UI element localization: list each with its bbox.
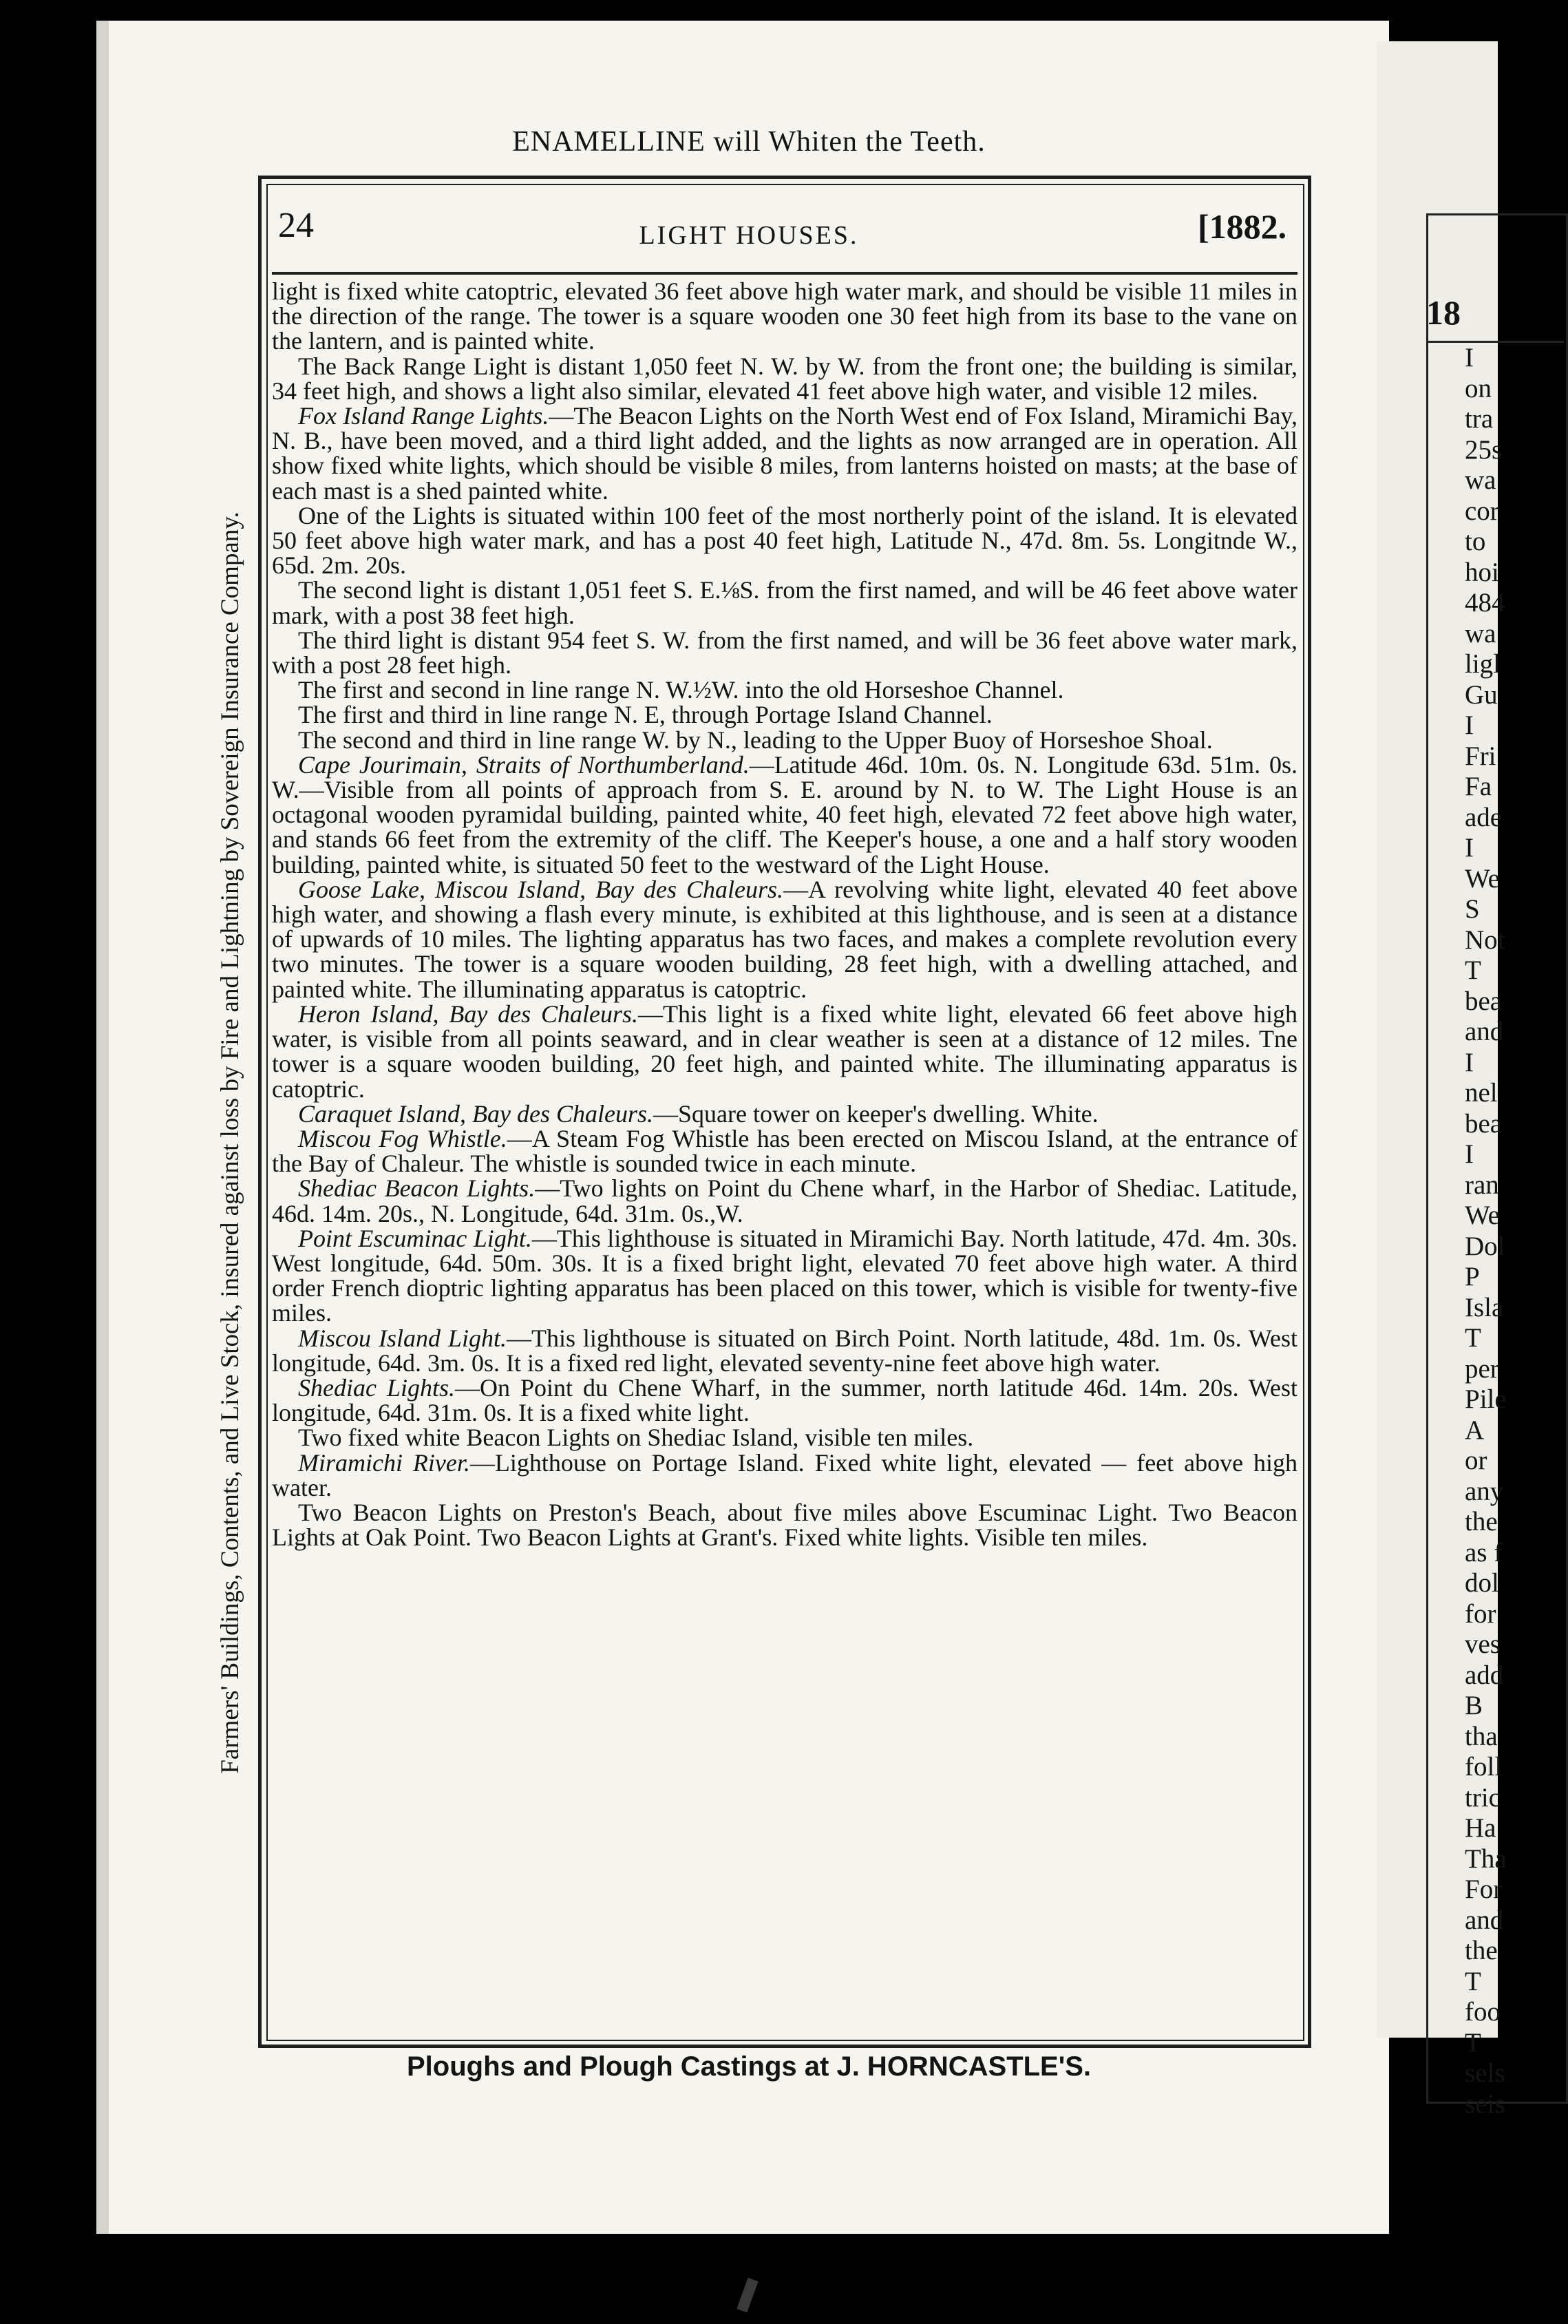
entry-text: The third light is distant 954 feet S. W. from the first named, and will be 36 feet above water mark, with a post 28 feet high. — [272, 626, 1297, 679]
entry-text: —A revolving white light, elevated 40 feet above high water, and showing a flash every minute, is exhibited at this lighthouse, and is seen at a distance of upwards of 10 miles. The lighting apparatus has two faces, and makes a complete revolution every two minutes. The tower is a square wooden building, 28 feet high, with a dwelling attached, and painted white. The illuminating apparatus is catoptric. — [272, 875, 1297, 1003]
adjacent-line-fragment: the — [1465, 1507, 1498, 1536]
entry-text: —This lighthouse is situated in Miramichi Bay. North latitude, 47d. 4m. 30s. West longitude, 64d. 50m. 30s. It is a fixed bright light, elevated 70 feet above high water. A third order French dioptric lighting apparatus has been placed on this tower, which is visible for twenty-five miles. — [272, 1224, 1298, 1327]
adjacent-line-fragment: T — [1465, 1323, 1481, 1353]
adjacent-line-fragment: P — [1465, 1262, 1480, 1291]
entry-text: The first and third in line range N. E, through Portage Island Channel. — [298, 701, 993, 729]
adjacent-line-fragment: Tha — [1465, 1844, 1507, 1874]
article-body — [272, 279, 1297, 1550]
adjacent-line-fragment: I — [1465, 710, 1474, 740]
entry-text: light is fixed white catoptric, elevated 36 feet above high water mark, and should be visible 11 miles in the direction of the range. The tower is a square wooden one 30 feet high from its base to the vane on the lantern, and is painted white. — [272, 277, 1297, 355]
adjacent-line-fragment: Dol — [1465, 1231, 1505, 1261]
adjacent-line-fragment: 25s — [1465, 434, 1503, 465]
article-paragraph — [272, 1002, 1297, 1101]
adjacent-line-fragment: bea — [1465, 986, 1503, 1016]
adjacent-line-fragment: seis — [1465, 2089, 1505, 2119]
adjacent-page-header: 18 — [1426, 293, 1461, 332]
adjacent-line-fragment: I — [1465, 343, 1474, 372]
adjacent-line-fragment: ves — [1465, 1629, 1501, 1659]
adjacent-line-fragment: sels — [1465, 2058, 1505, 2088]
article-paragraph — [272, 1126, 1297, 1176]
entry-text: —Square tower on keeper's dwelling. White. — [653, 1099, 1099, 1128]
adjacent-line-fragment: ran — [1465, 1170, 1499, 1200]
entry-text: The second light is distant 1,051 feet S. E.⅛S. from the first named, and will be 46 feet above water mark, with a post 38 feet high. — [272, 576, 1297, 629]
article-paragraph — [272, 1500, 1297, 1550]
adjacent-line-fragment: per — [1465, 1353, 1499, 1384]
article-paragraph — [272, 354, 1297, 403]
entry-text: —A Steam Fog Whistle has been erected on Miscou Island, at the entrance of the Bay of Chaleur. The whistle is sounded twice in each minute. — [272, 1124, 1297, 1178]
adjacent-line-fragment: cor — [1465, 496, 1499, 526]
bottom-running-advertisement: Ploughs and Plough Castings at J. HORNCASTLE'S. — [406, 2051, 1092, 2082]
binding-thread-mark — [737, 2278, 758, 2313]
year-label: [1882. — [1198, 207, 1287, 246]
article-paragraph — [272, 752, 1297, 877]
adjacent-line-fragment: or — [1465, 1446, 1487, 1475]
adjacent-line-fragment: Pile — [1465, 1384, 1507, 1414]
entry-text: —This lighthouse is situated on Birch Point. North latitude, 48d. 1m. 0s. West longitude, 64d. 3m. 0s. It is a fixed red light, elevated seventy-nine feet above high water. — [272, 1324, 1297, 1377]
adjacent-line-fragment: We — [1465, 1201, 1500, 1230]
adjacent-line-fragment: the — [1465, 1936, 1498, 1965]
entry-title: Goose Lake, Miscou Island, Bay des Chaleurs. — [298, 875, 784, 903]
entry-title: Shediac Lights. — [298, 1373, 455, 1402]
entry-text: —Two lights on Point du Chene wharf, in the Harbor of Shediac. Latitude, 46d. 14m. 20s., N. Longitude, 64d. 31m. 0s.,W. — [272, 1174, 1297, 1227]
adjacent-line-fragment: as f — [1465, 1537, 1503, 1567]
adjacent-line-fragment: T — [1465, 955, 1481, 985]
adjacent-line-fragment: foo — [1465, 1997, 1501, 2027]
article-paragraph — [272, 403, 1297, 503]
article-paragraph — [272, 1176, 1297, 1225]
adjacent-line-fragment: B — [1465, 1691, 1483, 1720]
article-paragraph — [272, 677, 1297, 702]
adjacent-page-rule — [1426, 341, 1564, 343]
adjacent-line-fragment: wa — [1465, 465, 1496, 495]
adjacent-line-fragment: tric — [1465, 1782, 1501, 1813]
entry-title: Shediac Beacon Lights. — [298, 1174, 536, 1203]
entry-title: Caraquet Island, Bay des Chaleurs. — [298, 1099, 653, 1128]
entry-title: Miscou Fog Whistle. — [298, 1124, 507, 1152]
adjacent-line-fragment: I — [1465, 1139, 1474, 1169]
entry-text: Two fixed white Beacon Lights on Shediac Island, visible ten miles. — [298, 1424, 974, 1452]
article-paragraph — [272, 1326, 1297, 1375]
adjacent-line-fragment: add — [1465, 1660, 1504, 1690]
article-paragraph — [272, 877, 1297, 1002]
entry-text: —On Point du Chene Wharf, in the summer, north latitude 46d. 14m. 20s. West longitude, 64d. 31m. 0s. It is a fixed white light. — [272, 1373, 1297, 1427]
article-paragraph — [272, 628, 1297, 677]
entry-title: Miscou Island Light. — [298, 1324, 507, 1352]
article-paragraph — [272, 503, 1297, 578]
article-paragraph — [272, 728, 1297, 752]
section-title: LIGHT HOUSES. — [639, 221, 859, 250]
adjacent-line-fragment: Isla — [1465, 1292, 1504, 1322]
adjacent-line-fragment: Fri — [1465, 741, 1496, 771]
adjacent-line-fragment: foll — [1465, 1752, 1503, 1782]
adjacent-line-fragment: I — [1465, 833, 1474, 863]
adjacent-line-fragment: bea — [1465, 1108, 1503, 1139]
entry-text: One of the Lights is situated within 100 feet of the most northerly point of the island. It is elevated 50 feet above high water mark, and has a post 40 feet high, Latitude N., 47d. 8m. 5s. Longitnde W., 65d. 2m. 20s. — [272, 501, 1297, 580]
adjacent-line-fragment: ade — [1465, 802, 1503, 832]
adjacent-line-fragment: Gu — [1465, 679, 1498, 710]
adjacent-line-fragment: T — [1465, 1966, 1481, 1996]
adjacent-line-fragment: T — [1465, 2027, 1481, 2058]
article-paragraph — [272, 1425, 1297, 1450]
article-paragraph — [272, 279, 1297, 354]
entry-title: Fox Island Range Lights. — [298, 402, 549, 430]
adjacent-line-fragment: Ha — [1465, 1813, 1496, 1843]
adjacent-line-fragment: A — [1465, 1415, 1485, 1445]
entry-title: Heron Island, Bay des Chaleurs. — [298, 1000, 638, 1028]
adjacent-line-fragment: I — [1465, 1047, 1474, 1077]
entry-text: —The Beacon Lights on the North West end of Fox Island, Miramichi Bay, N. B., have been moved, and a third light added, and the lights as now arranged are in operation. All show fixed white lights, which should be visible 8 miles, from lanterns hoisted on masts; at the base of each mast is a shed painted white. — [272, 402, 1297, 505]
adjacent-line-fragment: Fa — [1465, 772, 1492, 801]
entry-text: The first and second in line range N. W.½W. into the old Horseshoe Channel. — [298, 676, 1064, 704]
entry-text: —This light is a fixed white light, elevated 66 feet above high water, is visible from all points seaward, and in clear weather is seen at a distance of 12 miles. Tne tower is a square wooden building, 20 feet high, and painted white. The illuminating apparatus is catoptric. — [272, 1000, 1297, 1103]
adjacent-line-fragment: Not — [1465, 925, 1505, 955]
adjacent-line-fragment: tra — [1465, 404, 1494, 434]
adjacent-line-fragment: to — [1465, 527, 1486, 556]
adjacent-line-fragment: tha — [1465, 1721, 1498, 1751]
top-running-advertisement: ENAMELLINE will Whiten the Teeth. — [512, 126, 986, 158]
article-paragraph — [272, 1226, 1297, 1326]
adjacent-line-fragment: and — [1465, 1017, 1504, 1046]
adjacent-line-fragment: 484 — [1465, 588, 1505, 617]
adjacent-line-fragment: We — [1465, 863, 1500, 894]
adjacent-line-fragment: nel — [1465, 1078, 1498, 1108]
article-paragraph — [272, 702, 1297, 727]
entry-text: Two Beacon Lights on Preston's Beach, about five miles above Escuminac Light. Two Beacon Lights at Oak Point. Two Beacon Lights at Grant's. Fixed white lights. Visible ten miles. — [272, 1498, 1297, 1552]
article-paragraph — [272, 1101, 1297, 1126]
article-paragraph — [272, 578, 1297, 627]
entry-title: Cape Jourimain, Straits of Northumberland. — [298, 750, 750, 779]
entry-text: —Latitude 46d. 10m. 0s. N. Longitude 63d. 51m. 0s. W.—Visible from all points of approach from S. E. around by N. to W. The Light House is an octagonal wooden pyramidal building, painted white, 40 feet high, elevated 72 feet above high water, and stands 66 feet from the extremity of the cliff. The Keeper's house, a one and a half story wooden building, painted white, is situated 50 feet to the westward of the Light House. — [272, 750, 1297, 878]
side-running-advertisement: Farmers' Buildings, Contents, and Live Stock, insured against loss by Fire and Lightning by Sovereign Insurance Company. — [216, 511, 244, 1774]
entry-text: —Lighthouse on Portage Island. Fixed white light, elevated — feet above high water. — [272, 1448, 1297, 1501]
adjacent-line-fragment: ligl — [1465, 649, 1501, 679]
adjacent-line-fragment: for — [1465, 1598, 1496, 1629]
adjacent-line-fragment: S — [1465, 894, 1480, 924]
entry-text: The Back Range Light is distant 1,050 feet N. W. by W. from the front one; the building is similar, 34 feet high, and shows a light also similar, elevated 41 feet above high water, and visible 12 miles. — [272, 352, 1297, 405]
adjacent-line-fragment: wa — [1465, 618, 1496, 648]
adjacent-line-fragment: and — [1465, 1905, 1504, 1935]
adjacent-line-fragment: on — [1465, 373, 1492, 403]
adjacent-line-fragment: dol — [1465, 1568, 1499, 1598]
header-rule — [272, 272, 1297, 275]
page-number: 24 — [278, 206, 314, 245]
adjacent-line-fragment: any — [1465, 1476, 1504, 1506]
entry-text: The second and third in line range W. by N., leading to the Upper Buoy of Horseshoe Shoal. — [298, 726, 1213, 754]
entry-title: Miramichi River. — [298, 1448, 470, 1477]
adjacent-line-fragment: hoi — [1465, 557, 1499, 587]
article-paragraph — [272, 1450, 1297, 1500]
adjacent-line-fragment: For — [1465, 1874, 1503, 1904]
adjacent-page-edge — [1377, 41, 1507, 2119]
entry-title: Point Escuminac Light. — [298, 1224, 532, 1252]
article-paragraph — [272, 1375, 1297, 1425]
